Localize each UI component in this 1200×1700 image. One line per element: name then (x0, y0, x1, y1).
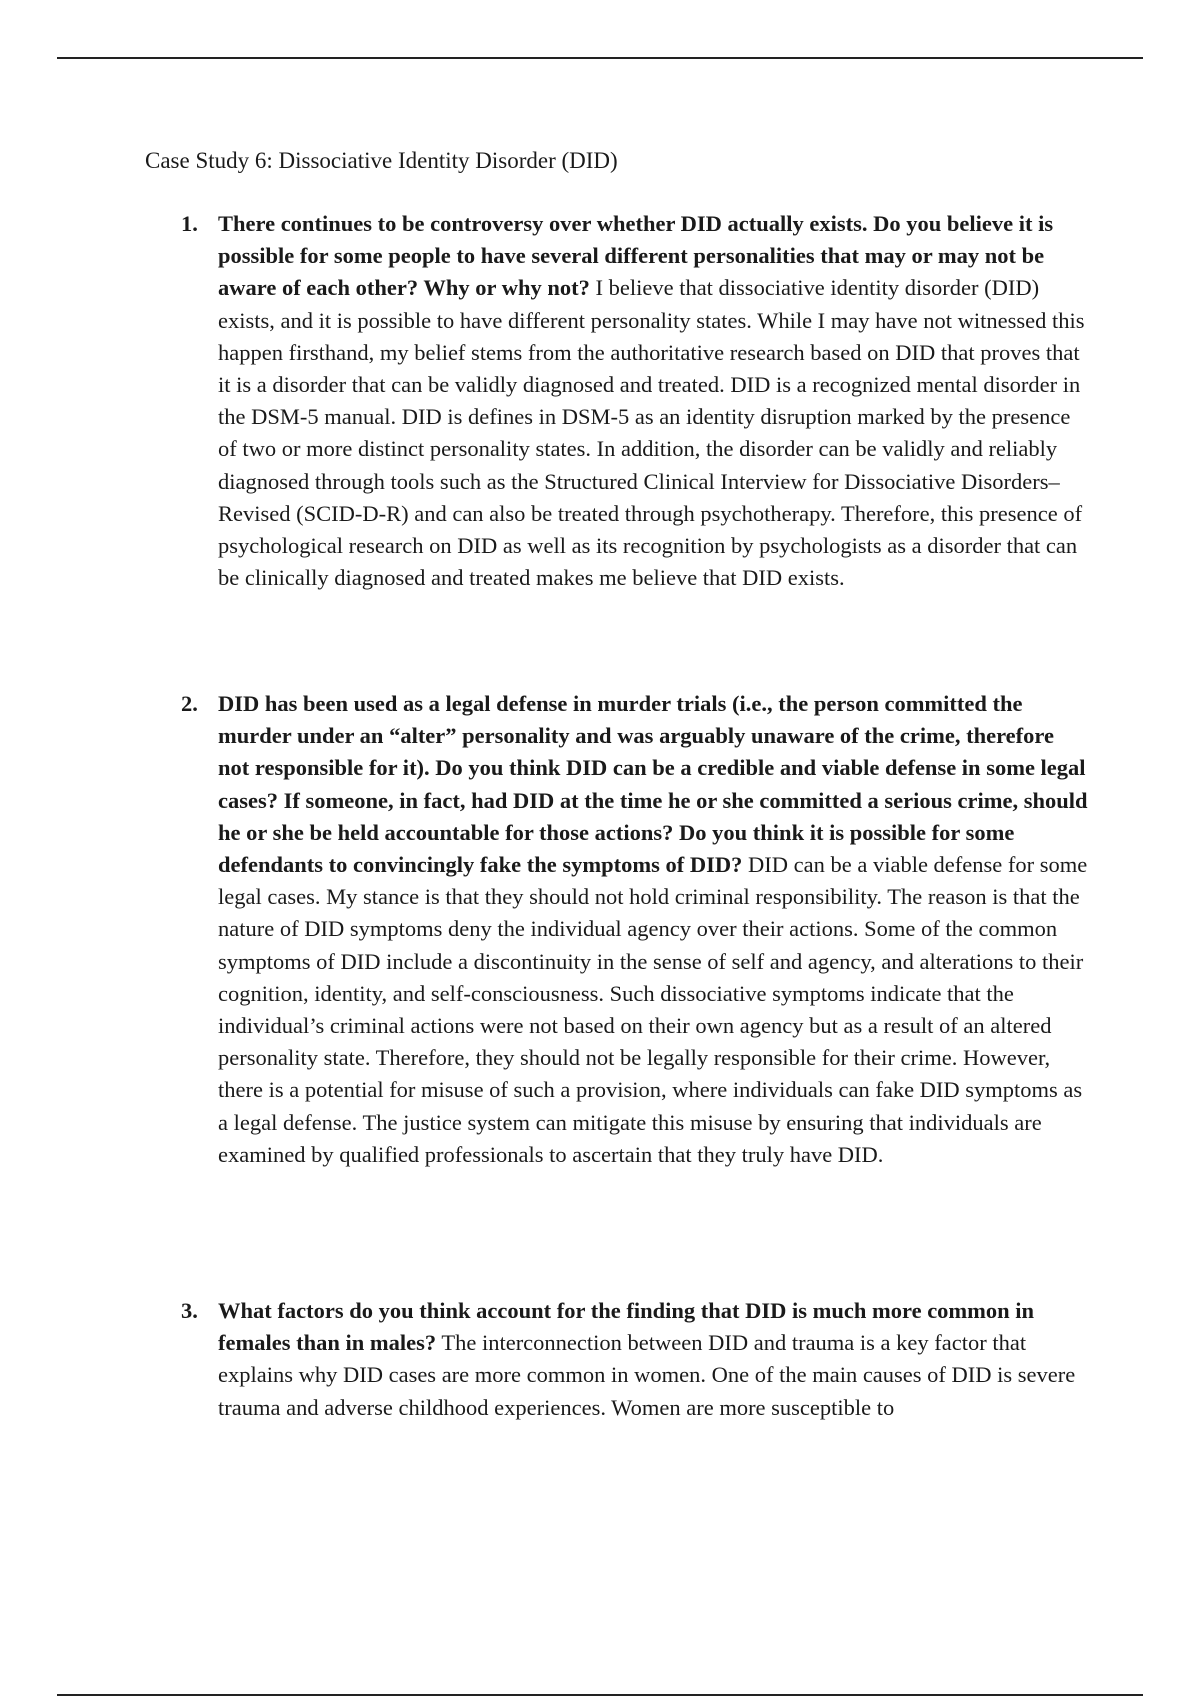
item-number: 3. (181, 1298, 198, 1323)
question-text: What factors do you think account for the finding that DID is much more common in females than in males? (218, 1298, 1035, 1356)
header-rule (57, 57, 1143, 59)
document-title: Case Study 6: Dissociative Identity Disorder (DID) (145, 148, 618, 173)
footer-rule (57, 1694, 1143, 1696)
item-body (218, 1295, 1090, 1424)
question-text: There continues to be controversy over whether DID actually exists. Do you believe it is possible for some people to have several different personalities that may or may not be aware of each other? Why or why not? (218, 211, 1054, 301)
item-number: 2. (181, 691, 198, 716)
question-text: DID has been used as a legal defense in murder trials (i.e., the person committed the murder under an “alter” personality and was arguably unaware of the crime, therefore not responsible for it). Do you think DID can be a credible and viable defense in some legal cases? If someone, in fact, had DID at the time he or she committed a serious crime, should he or she be held accountable for those actions? Do you think it is possible for some defendants to convincingly fake the symptoms of DID? (218, 691, 1088, 878)
question-item-1 (145, 208, 1090, 594)
answer-text: DID can be a viable defense for some legal cases. My stance is that they should not hold criminal responsibility. The reason is that the nature of DID symptoms deny the individual agency over their actions. Some of the common symptoms of DID include a discontinuity in the sense of self and agency, and alterations to their cognition, identity, and self-consciousness. Such dissociative symptoms indicate that the individual’s criminal actions were not based on their own agency but as a result of an altered personality state. Therefore, they should not be legally responsible for their crime. However, there is a potential for misuse of such a provision, where individuals can fake DID symptoms as a legal defense. The justice system can mitigate this misuse by ensuring that individuals are examined by qualified professionals to ascertain that they truly have DID. (218, 852, 1088, 1167)
item-number: 1. (181, 211, 198, 236)
question-item-2 (145, 688, 1090, 1171)
question-item-3 (145, 1295, 1090, 1424)
item-body (218, 208, 1090, 594)
item-body (218, 688, 1090, 1171)
answer-text: The interconnection between DID and trauma is a key factor that explains why DID cases are more common in women. One of the main causes of DID is severe trauma and adverse childhood experiences. Women are more susceptible to (218, 1330, 1076, 1420)
answer-text: I believe that dissociative identity disorder (DID) exists, and it is possible to have different personality states. While I may have not witnessed this happen firsthand, my belief stems from the authoritative research based on DID that proves that it is a disorder that can be validly diagnosed and treated. DID is a recognized mental disorder in the DSM-5 manual. DID is defines in DSM-5 as an identity disruption marked by the presence of two or more distinct personality states. In addition, the disorder can be validly and reliably diagnosed through tools such as the Structured Clinical Interview for Dissociative Disorders–Revised (SCID-D-R) and can also be treated through psychotherapy. Therefore, this presence of psychological research on DID as well as its recognition by psychologists as a disorder that can be clinically diagnosed and treated makes me believe that DID exists. (218, 275, 1085, 591)
